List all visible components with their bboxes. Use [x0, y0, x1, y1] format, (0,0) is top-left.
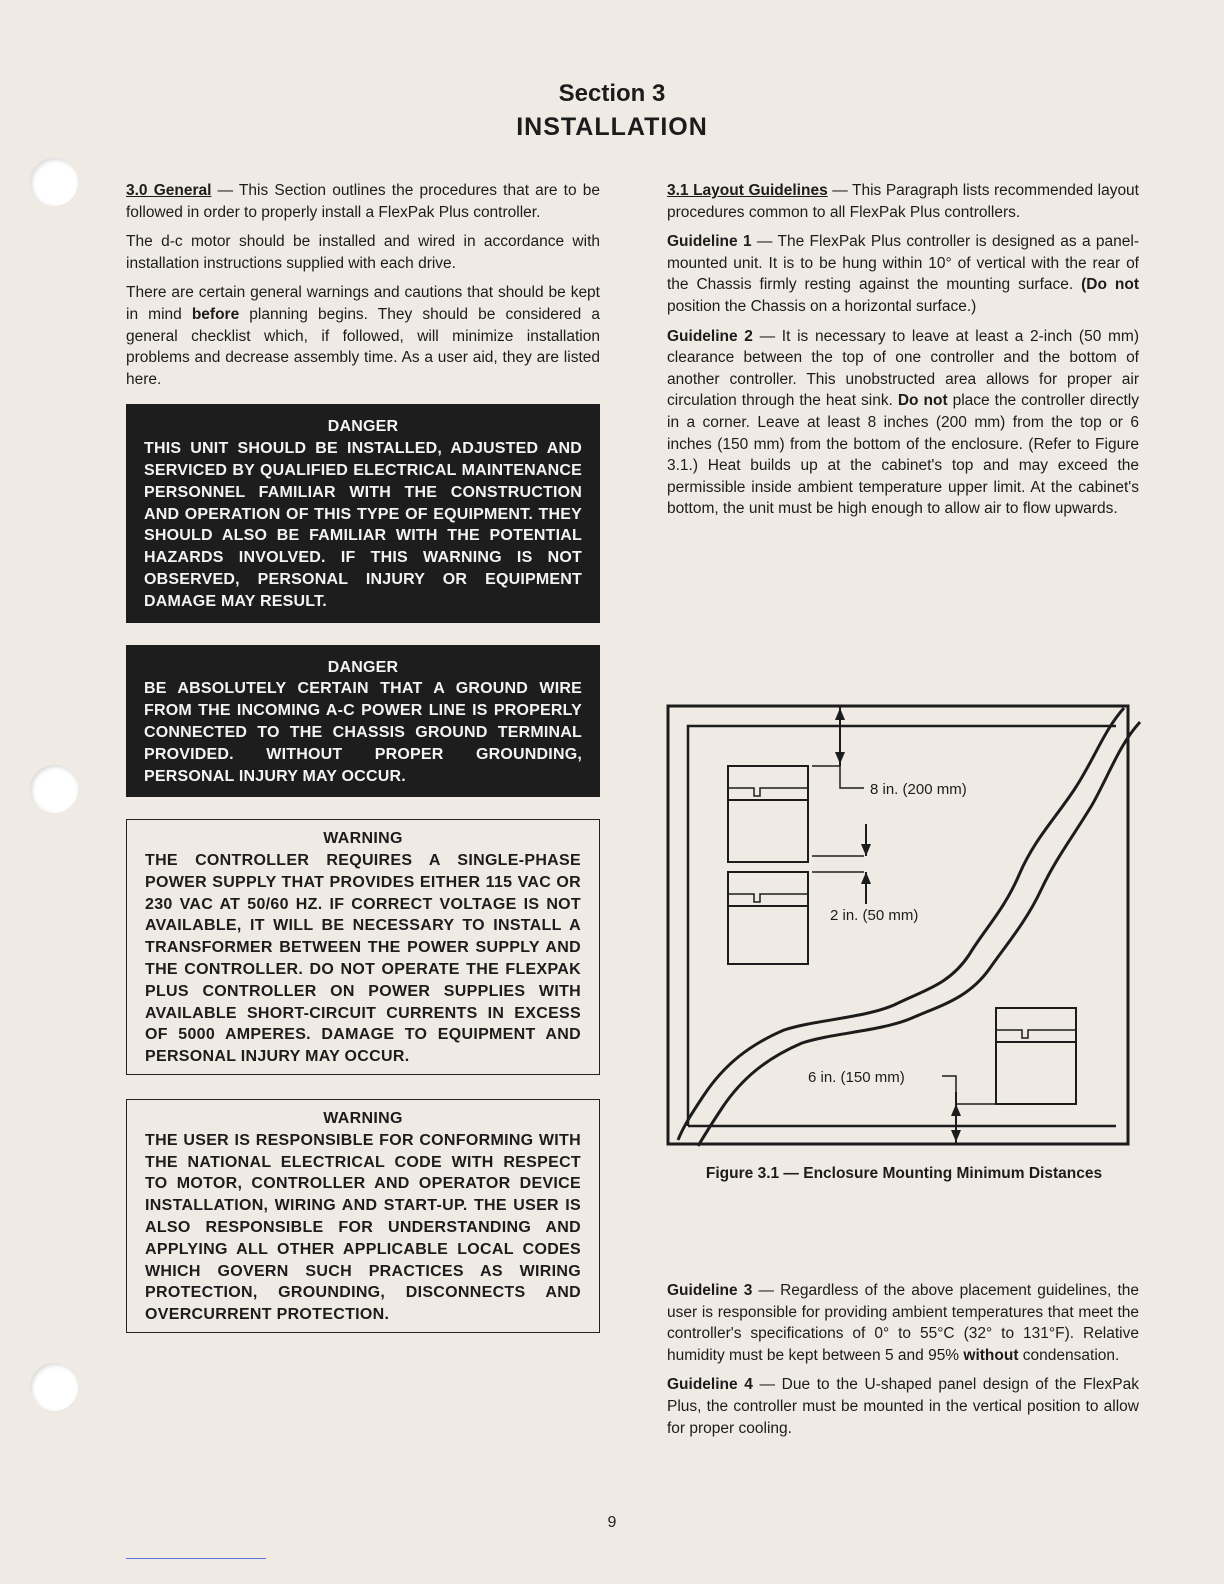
guideline-2-text-a: — It is necessary to leave at least a 2-inch (50 mm) clearance between the top of one controller and the bottom of another controller. This unobstructed area allows for proper air circulation through the heat sink. [667, 327, 1139, 410]
guideline-3-bold: without [963, 1346, 1019, 1364]
guideline-3-text-b: condensation. [1018, 1346, 1120, 1364]
dimension-leader [840, 766, 864, 788]
controller-unit [728, 766, 808, 862]
guideline-1 [667, 231, 1139, 317]
figure-caption: Figure 3.1 — Enclosure Mounting Minimum Distances [705, 1165, 1103, 1182]
warning-heading: WARNING [323, 830, 403, 848]
warning-heading: WARNING [323, 1110, 403, 1128]
layout-heading: 3.1 Layout Guidelines [667, 182, 828, 199]
controller-detail [996, 1030, 1076, 1038]
arrow-down-icon [835, 752, 845, 764]
general-heading: 3.0 General [126, 182, 212, 199]
controller-unit [728, 872, 808, 964]
binder-hole [30, 158, 78, 206]
danger-heading: DANGER [327, 418, 399, 436]
arrow-down-icon [951, 1130, 961, 1142]
danger-box-ground [126, 645, 600, 798]
arrow-up-icon [861, 872, 871, 884]
controller-unit [996, 1008, 1076, 1104]
guideline-4-label: Guideline 4 [667, 1376, 753, 1394]
label-8in: 8 in. (200 mm) [870, 781, 967, 798]
label-2in: 2 in. (50 mm) [830, 907, 919, 924]
section-number: Section 3 [558, 80, 666, 107]
arrow-up-icon [951, 1104, 961, 1116]
intro-text-b: planning begins. They should be considered a general checklist which, if followed, will minimize installation problems and decrease assembly time. As a user aid, they are listed here. [126, 305, 600, 388]
danger-heading: DANGER [327, 658, 399, 676]
section-title: INSTALLATION [516, 113, 708, 141]
intro-text-a: There are certain general warnings and cautions that should be kept in mind [126, 284, 600, 323]
danger-box-qualified [126, 404, 600, 622]
intro-bold: before [191, 305, 240, 323]
section-header [0, 78, 1224, 144]
guideline-2-text-b: place the controller directly in a corner. Leave at least 8 inches (200 mm) from the top or 6 inches (150 mm) from the bottom of the enclosure. (Refer to Figure 3.1.) Heat builds up at the cabinet's top and may exceed the permissible inside ambient temperature upper limit. At the cabinet's bottom, the unit must be high enough to allow air to flow upwards. [667, 392, 1139, 518]
motor-paragraph: The d-c motor should be installed and wired in accordance with installation instructions supplied with each drive. [126, 233, 600, 272]
general-text: — This Section outlines the procedures that are to be followed in order to properly install a FlexPak Plus controller. [126, 182, 600, 221]
guideline-1-bold: (Do not [1081, 276, 1139, 294]
left-column [126, 180, 600, 1357]
guideline-1-text-a: — The FlexPak Plus controller is designed as a panel-mounted unit. It is to be hung within 10° of vertical with the rear of the Chassis firmly resting against the mounting surface. [667, 233, 1139, 294]
arrow-down-icon [861, 844, 871, 856]
footer-rule [126, 1558, 266, 1559]
controller-detail [728, 788, 808, 796]
warning-box-code [126, 1099, 600, 1333]
warnings-intro-paragraph [126, 282, 600, 390]
layout-paragraph [667, 180, 1139, 223]
guideline-3 [667, 1280, 1139, 1366]
guideline-3-label: Guideline 3 [667, 1282, 753, 1299]
right-column-lower [667, 1280, 1139, 1447]
page-number: 9 [607, 1514, 617, 1531]
guideline-1-text-b: position the Chassis on a horizontal surface.) [667, 297, 977, 315]
guideline-4-text: — Due to the U-shaped panel design of the FlexPak Plus, the controller must be mounted in the vertical position to allow for proper cooling. [667, 1376, 1139, 1437]
guideline-2-bold: Do not [897, 392, 948, 410]
binder-hole [30, 1363, 78, 1411]
label-6in: 6 in. (150 mm) [808, 1069, 905, 1086]
guideline-3-text: — Regardless of the above placement guidelines, the user is responsible for providing ambient temperatures that meet the controller's specifications of 0° to 55°C (32° to 131°F). Relative humidity must be kept between 5 and 95% [667, 1282, 1139, 1364]
general-paragraph [126, 180, 600, 223]
binder-hole [30, 765, 78, 813]
right-column [667, 180, 1139, 528]
warning-box-power [126, 819, 600, 1075]
arrow-up-icon [835, 708, 845, 720]
guideline-1-label: Guideline 1 [667, 233, 752, 251]
enclosure-diagram [664, 700, 1144, 1150]
dimension-leader [942, 1076, 996, 1104]
danger-text: BE ABSOLUTELY CERTAIN THAT A GROUND WIRE FROM THE INCOMING A-C POWER LINE IS PROPERLY CONNECTED TO THE CHASSIS GROUND TERMINAL PROVIDED. WITHOUT PROPER GROUNDING, PERSONAL INJURY MAY OCCUR. [144, 680, 582, 785]
guideline-2 [667, 326, 1139, 520]
controller-detail [728, 894, 808, 902]
warning-text: THE USER IS RESPONSIBLE FOR CONFORMING WITH THE NATIONAL ELECTRICAL CODE WITH RESPECT TO MOTOR, CONTROLLER AND OPERATOR DEVICE INSTALLATION, WIRING AND START-UP. THE USER IS ALSO RESPONSIBLE FOR UNDERSTANDING AND APPLYING ALL OTHER APPLICABLE LOCAL CODES WHICH GOVERN SUCH PRACTICES AS WIRING PROTECTION, GROUNDING, DISCONNECTS AND OVERCURRENT PROTECTION. [145, 1131, 581, 1324]
guideline-4 [667, 1374, 1139, 1439]
danger-text: THIS UNIT SHOULD BE INSTALLED, ADJUSTED AND SERVICED BY QUALIFIED ELECTRICAL MAINTENANCE PERSONNEL FAMILIAR WITH THE CONSTRUCTION AND OPERATION OF THIS TYPE OF EQUIPMENT. THEY SHOULD ALSO BE FAMILIAR WITH THE POTENTIAL HAZARDS INVOLVED. IF THIS WARNING IS NOT OBSERVED, PERSONAL INJURY OR EQUIPMENT DAMAGE MAY RESULT. [144, 440, 582, 610]
layout-text: — This Paragraph lists recommended layout procedures common to all FlexPak Plus controllers. [667, 182, 1139, 221]
guideline-2-label: Guideline 2 [667, 327, 753, 345]
warning-text: THE CONTROLLER REQUIRES A SINGLE-PHASE POWER SUPPLY THAT PROVIDES EITHER 115 VAC OR 230 VAC AT 50/60 HZ. IF CORRECT VOLTAGE IS NOT AVAILABLE, IT WILL BE NECESSARY TO INSTALL A TRANSFORMER BETWEEN THE POWER SUPPLY AND THE CONTROLLER. DO NOT OPERATE THE FLEXPAK PLUS CONTROLLER ON POWER SUPPLIES WITH AVAILABLE SHORT-CIRCUIT CURRENTS IN EXCESS OF 5000 AMPERES. DAMAGE TO EQUIPMENT AND PERSONAL INJURY MAY OCCUR. [145, 852, 581, 1066]
